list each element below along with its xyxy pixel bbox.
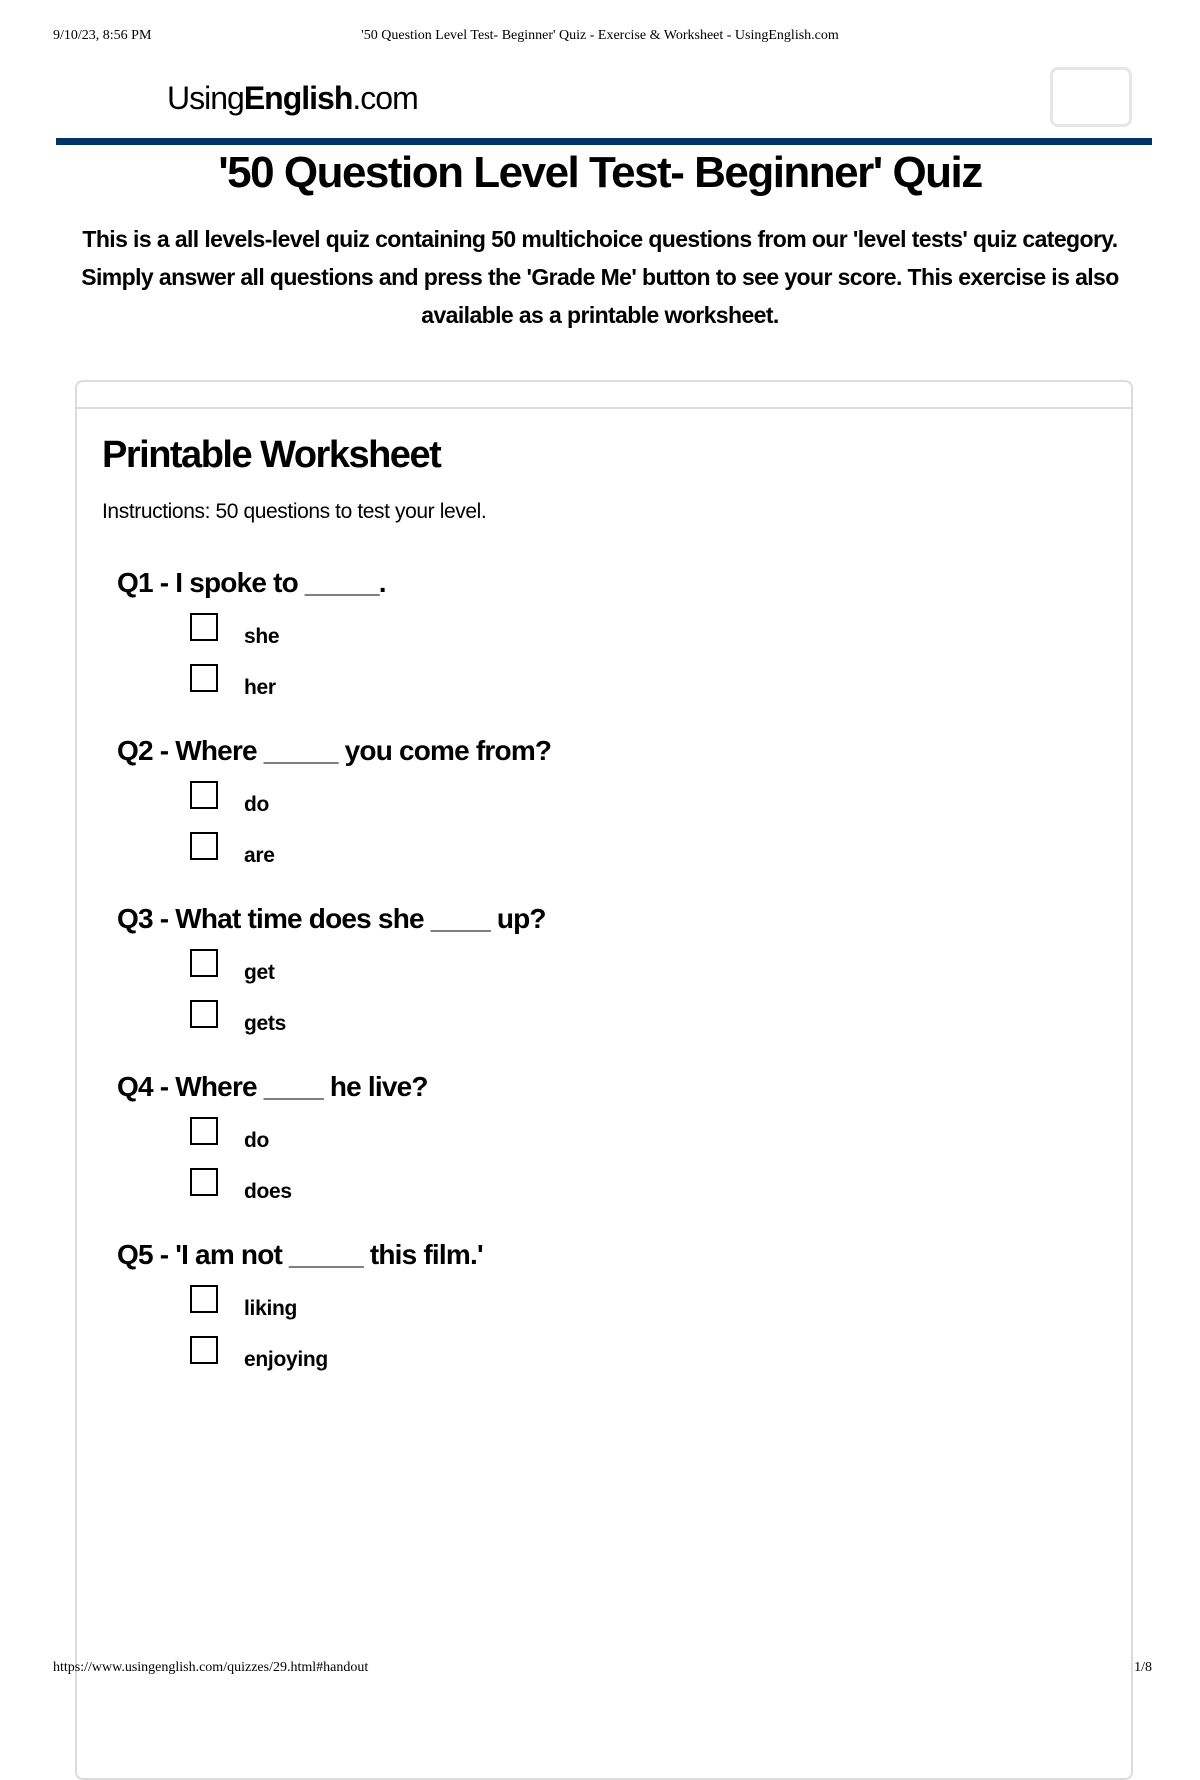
question-text: Q4 - Where ____ he live? xyxy=(117,1071,428,1102)
print-url: https://www.usingenglish.com/quizzes/29.html#handout xyxy=(53,1660,369,1675)
checkbox[interactable] xyxy=(190,1336,218,1364)
option-label: enjoying xyxy=(244,1348,328,1371)
logo-regular: Using xyxy=(167,80,244,116)
option-label: are xyxy=(244,844,275,867)
question xyxy=(117,567,551,709)
checkbox[interactable] xyxy=(190,664,218,692)
checkbox[interactable] xyxy=(190,781,218,809)
answer-option[interactable] xyxy=(117,658,551,709)
question xyxy=(117,1239,551,1381)
answer-option[interactable] xyxy=(117,943,551,994)
worksheet-card xyxy=(75,380,1133,1780)
question-text: Q2 - Where _____ you come from? xyxy=(117,735,552,766)
checkbox[interactable] xyxy=(190,949,218,977)
answer-option[interactable] xyxy=(117,1330,551,1381)
checkbox[interactable] xyxy=(190,1168,218,1196)
checkbox[interactable] xyxy=(190,1000,218,1028)
option-label: she xyxy=(244,625,280,648)
option-label: do xyxy=(244,1129,270,1152)
checkbox[interactable] xyxy=(190,613,218,641)
question xyxy=(117,735,551,877)
option-label: liking xyxy=(244,1297,298,1320)
answer-option[interactable] xyxy=(117,826,551,877)
question-text: Q3 - What time does she ____ up? xyxy=(117,903,546,934)
logo-suffix: .com xyxy=(352,80,418,116)
question-list xyxy=(117,567,551,1407)
checkbox[interactable] xyxy=(190,1285,218,1313)
question-text: Q1 - I spoke to _____. xyxy=(117,567,386,598)
question xyxy=(117,1071,551,1213)
option-label: does xyxy=(244,1180,292,1203)
option-label: her xyxy=(244,676,276,699)
worksheet-title: Printable Worksheet xyxy=(102,434,441,476)
checkbox[interactable] xyxy=(190,1117,218,1145)
option-label: get xyxy=(244,961,275,984)
page-number: 1/8 xyxy=(1134,1660,1152,1675)
worksheet-instructions: Instructions: 50 questions to test your level. xyxy=(102,500,487,523)
site-logo[interactable] xyxy=(167,80,418,117)
answer-option[interactable] xyxy=(117,1111,551,1162)
logo-bold: English xyxy=(243,80,353,116)
option-label: gets xyxy=(244,1012,286,1035)
question xyxy=(117,903,551,1045)
header-divider xyxy=(56,138,1152,145)
card-header xyxy=(77,382,1131,409)
answer-option[interactable] xyxy=(117,1162,551,1213)
page-title: '50 Question Level Test- Beginner' Quiz xyxy=(218,148,982,197)
print-title: '50 Question Level Test- Beginner' Quiz - Exercise & Worksheet - UsingEnglish.com xyxy=(361,28,839,43)
answer-option[interactable] xyxy=(117,775,551,826)
answer-option[interactable] xyxy=(117,1279,551,1330)
option-label: do xyxy=(244,793,270,816)
menu-button[interactable] xyxy=(1050,67,1132,127)
answer-option[interactable] xyxy=(117,607,551,658)
print-datetime: 9/10/23, 8:56 PM xyxy=(53,28,152,43)
checkbox[interactable] xyxy=(190,832,218,860)
question-text: Q5 - 'I am not _____ this film.' xyxy=(117,1239,483,1270)
answer-option[interactable] xyxy=(117,994,551,1045)
quiz-intro: This is a all levels-level quiz containing 50 multichoice questions from our 'level tests' quiz category. Simply answer all questions and press the 'Grade Me' button to see your score. This exercise is also available as a printable worksheet. xyxy=(81,226,1119,328)
